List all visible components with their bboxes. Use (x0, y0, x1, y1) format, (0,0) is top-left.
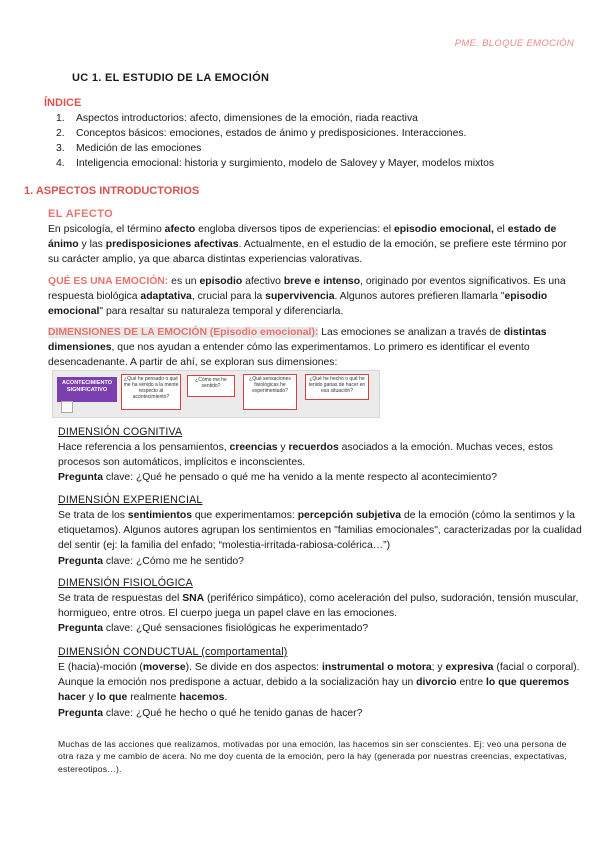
header-tag: PME. BLOQUE EMOCIÓN (454, 38, 574, 49)
dimension-text-cognitiva: Hace referencia a los pensamientos, creencias y recuerdos asociados a la emoción. Muchas veces, estos procesos son automáticos, implícitos e inconscientes. Pregunta clave: ¿Qué he pensado o qué me ha venido a la mente respecto al acontecimiento? (58, 442, 554, 484)
event-box: ACONTECIMIENTO SIGNIFICATIVO (57, 377, 117, 402)
example-note: Muchas de las acciones que realizamos, motivadas por una emoción, las hacemos sin ser conscientes. Ej: veo una persona de otra raza y me cambio de acera. No me doy cuenta de la emoción, pero la hay (generada por nuestras creencias, expectativas, estereotipos…). (58, 739, 567, 774)
page-title: UC 1. EL ESTUDIO DE LA EMOCIÓN (72, 72, 270, 84)
question-box-behavioral: ¿Qué he hecho o qué he tenido ganas de hacer en esa situación? (305, 374, 369, 400)
diagram-thumbnail (61, 401, 73, 413)
dimension-text-experiencial: Se trata de los sentimientos que experimentamos: percepción subjetiva de la emoción (cómo la sentimos y la etiquetamos). Algunos autores agrupan los sentimientos en "familias emocionales", caracterizadas por la cualidad del sentir (ej: la familia del enfado; “molestia-irritada-rabiosa-colérica…”) Pregunta clave: ¿Cómo me he sentido? (58, 510, 582, 567)
index-text: Aspectos introductorios: afecto, dimensiones de la emoción, riada reactiva (76, 113, 418, 124)
section-title: 1. ASPECTOS INTRODUCTORIOS (24, 185, 200, 197)
index-text: Conceptos básicos: emociones, estados de ánimo y predisposiciones. Interacciones. (76, 128, 467, 139)
dimension-title-experiencial: DIMENSIÓN EXPERIENCIAL (58, 494, 203, 506)
dimensiones-paragraph: DIMENSIONES DE LA EMOCIÓN (Episodio emocional): Las emociones se analizan a través de distintas dimensiones, que nos ayudan a entender cómo las experimentamos. Lo primero es identificar el evento desencadenante. A partir de ahí, se exploran sus dimensiones: (48, 327, 547, 369)
index-text: Medición de las emociones (76, 143, 202, 154)
index-list (56, 111, 494, 171)
index-item (56, 126, 494, 141)
index-num: 3. (56, 143, 65, 154)
dimension-title-cognitiva: DIMENSIÓN COGNITIVA (58, 426, 183, 438)
question-box-cognitive: ¿Qué he pensado o qué me ha venido a la mente respecto al acontecimiento? (121, 374, 181, 410)
index-num: 4. (56, 158, 65, 169)
dimension-title-conductual: DIMENSIÓN CONDUCTUAL (comportamental) (58, 646, 288, 658)
dimension-text-fisiologica: Se trata de respuestas del SNA (periférico simpático), como aceleración del pulso, sudoración, tensión muscular, hormigueo, entre otros. El cuerpo juega un papel clave en las emociones. Pregunta clave: ¿Qué sensaciones fisiológicas he experimentado? (58, 593, 579, 635)
dimension-title-fisiologica: DIMENSIÓN FISIOLÓGICA (58, 577, 193, 589)
index-text: Inteligencia emocional: historia y surgimiento, modelo de Salovey y Mayer, modelos mixtos (76, 158, 495, 169)
index-title: ÍNDICE (44, 97, 82, 109)
question-box-experiential: ¿Cómo me he sentido? (187, 375, 235, 397)
question-box-physiological: ¿Qué sensaciones fisiológicas he experimentado? (243, 374, 297, 410)
index-item (56, 156, 494, 171)
dimension-text-conductual: E (hacia)-moción (moverse). Se divide en dos aspectos: instrumental o motora; y expresiva (facial o corporal). Aunque la emoción nos predispone a actuar, debido a la socialización hay un divorcio entre lo que queremos hacer y lo que realmente hacemos. Pregunta clave: ¿Qué he hecho o qué he tenido ganas de hacer? (58, 662, 580, 719)
afecto-paragraph: En psicología, el término afecto engloba diversos tipos de experiencias: el episodio emocional, el estado de ánimo y las predisposiciones afectivas. Actualmente, en el estudio de la emoción, se prefiere este término por su carácter amplio, ya que abarca distintas experiencias valorativas. (48, 224, 567, 266)
dimensions-diagram (52, 370, 380, 418)
index-item (56, 111, 494, 126)
index-item (56, 141, 494, 156)
index-num: 2. (56, 128, 65, 139)
subsection-title-afecto: EL AFECTO (48, 208, 114, 220)
que-es-paragraph: QUÉ ES UNA EMOCIÓN: es un episodio afectivo breve e intenso, originado por eventos significativos. Es una respuesta biológica adaptativa, crucial para la supervivencia. Algunos autores prefieren llamarla "episodio emocional" para resaltar su naturaleza temporal y diferenciarla. (48, 276, 566, 318)
index-num: 1. (56, 113, 65, 124)
